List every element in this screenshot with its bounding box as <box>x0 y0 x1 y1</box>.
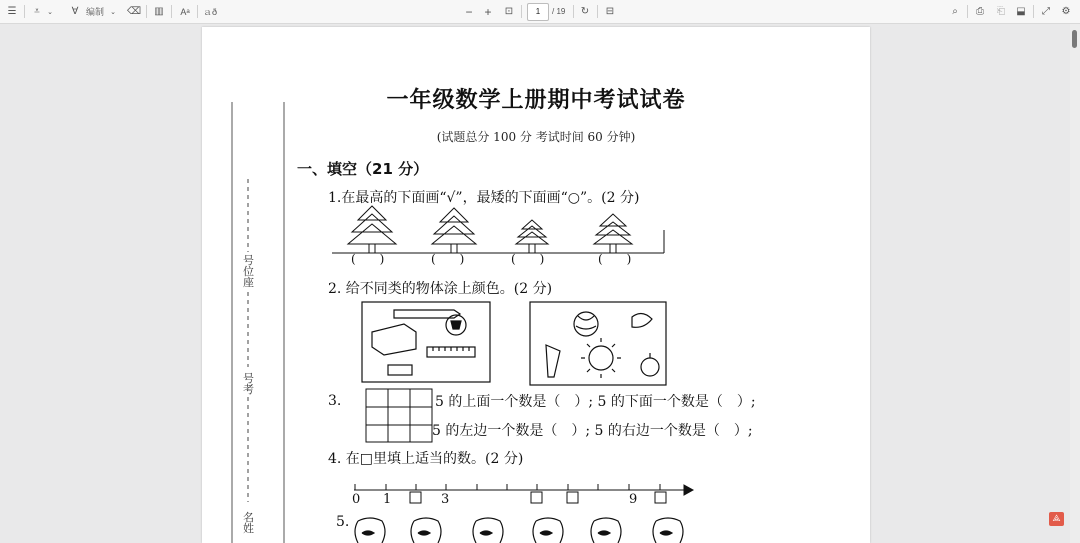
pdf-page <box>202 27 870 543</box>
page-number-input[interactable]: 1 <box>527 3 549 21</box>
tree-4 <box>594 214 632 253</box>
chevron-down-icon[interactable]: ⌄ <box>110 8 116 16</box>
save-icon[interactable]: ⎗ <box>997 6 1005 17</box>
number-line-label: 9 <box>629 492 638 507</box>
fishbowls-figure <box>352 515 692 543</box>
zoom-out-button[interactable]: − <box>465 4 473 19</box>
answer-blank[interactable]: ( ) <box>351 252 385 266</box>
divider <box>24 5 25 18</box>
page-total: / 19 <box>552 7 566 16</box>
text-box-icon[interactable]: ▥ <box>154 6 164 17</box>
pdf-app-icon[interactable]: ⟁ <box>1049 512 1064 526</box>
question-3-line-2: 5 的左边一个数是（ ）; 5 的右边一个数是（ ）; <box>432 423 753 439</box>
read-aloud-icon[interactable]: ａð <box>202 7 217 17</box>
fishbowl <box>653 518 683 543</box>
rotate-icon[interactable]: ↻ <box>580 6 590 17</box>
page-view-icon[interactable]: ⊟ <box>605 6 615 17</box>
number-line-label: 0 <box>352 492 361 507</box>
answer-box <box>531 492 542 503</box>
divider <box>573 5 574 18</box>
eraser <box>388 365 412 375</box>
fullscreen-icon[interactable]: ⤢ <box>1042 6 1050 17</box>
question-4: 4. 在□里填上适当的数。(2 分) <box>328 451 524 467</box>
answer-box <box>655 492 666 503</box>
answer-box <box>567 492 578 503</box>
tree-3 <box>516 220 548 253</box>
draw-icon[interactable]: ∀ <box>71 6 79 17</box>
leaf-fruit <box>632 313 652 327</box>
fishbowl <box>411 518 441 543</box>
print-icon[interactable]: ⎙ <box>976 6 984 17</box>
tree-1 <box>348 206 396 253</box>
question-5-number: 5. <box>336 514 350 530</box>
corn <box>546 345 560 377</box>
divider <box>171 5 172 18</box>
eraser-icon[interactable]: ⌫ <box>126 6 142 17</box>
section-heading: 一、填空（21 分） <box>297 160 429 178</box>
divider <box>521 5 522 18</box>
fishbowl <box>473 518 503 543</box>
search-icon[interactable]: ⌕ <box>952 6 958 17</box>
save-as-icon[interactable]: ⬓ <box>1016 6 1026 17</box>
number-line-label: 1 <box>383 492 392 507</box>
number-line-label: 3 <box>441 492 450 507</box>
divider <box>146 5 147 18</box>
pdf-toolbar <box>0 0 1080 24</box>
question-2: 2. 给不同类的物体涂上颜色。(2 分) <box>328 281 553 297</box>
school-supplies-box <box>362 302 490 382</box>
number-line <box>350 479 696 509</box>
sunflower <box>589 346 613 370</box>
exam-info: (试题总分 100 分 考试时间 60 分钟) <box>436 130 636 144</box>
draw-label[interactable]: 编制 <box>85 7 104 17</box>
question-3-line-1: 5 的上面一个数是（ ）; 5 的下面一个数是（ ）; <box>435 394 756 410</box>
text-size-icon[interactable]: Aᵃ <box>180 6 190 17</box>
apple <box>641 358 659 376</box>
answer-box <box>410 492 421 503</box>
fishbowl <box>591 518 621 543</box>
fruit-ball <box>574 312 598 336</box>
objects-figure <box>360 299 674 391</box>
settings-icon[interactable]: ⚙ <box>1061 6 1071 17</box>
divider <box>597 5 598 18</box>
chevron-down-icon[interactable]: ⌄ <box>47 8 53 16</box>
number-grid <box>365 388 435 444</box>
seat-number-label: 号位座 <box>243 254 254 289</box>
scrollbar-thumb[interactable] <box>1072 30 1077 48</box>
page-title: 一年级数学上册期中考试试卷 <box>386 88 686 113</box>
fishbowl <box>355 518 385 543</box>
highlight-icon[interactable]: ⩡ <box>34 6 40 17</box>
pencil-case <box>372 324 416 355</box>
question-1: 1.在最高的下面画“√”，最矮的下面画“○”。(2 分) <box>328 190 640 206</box>
zoom-in-button[interactable]: + <box>484 4 492 19</box>
contents-icon[interactable]: ☰ <box>7 6 17 17</box>
name-label: 名姓 <box>243 511 254 535</box>
exam-number-label: 号考 <box>243 372 254 396</box>
question-3-number: 3. <box>328 393 342 409</box>
vertical-scrollbar[interactable] <box>1070 24 1080 543</box>
answer-blank[interactable]: ( ) <box>431 252 465 266</box>
divider <box>197 5 198 18</box>
divider <box>967 5 968 18</box>
fishbowl <box>533 518 563 543</box>
divider <box>1033 5 1034 18</box>
answer-blank[interactable]: ( ) <box>598 252 632 266</box>
answer-blank[interactable]: ( ) <box>511 252 545 266</box>
tree-2 <box>432 208 476 253</box>
fit-page-icon[interactable]: ⊡ <box>504 6 514 17</box>
